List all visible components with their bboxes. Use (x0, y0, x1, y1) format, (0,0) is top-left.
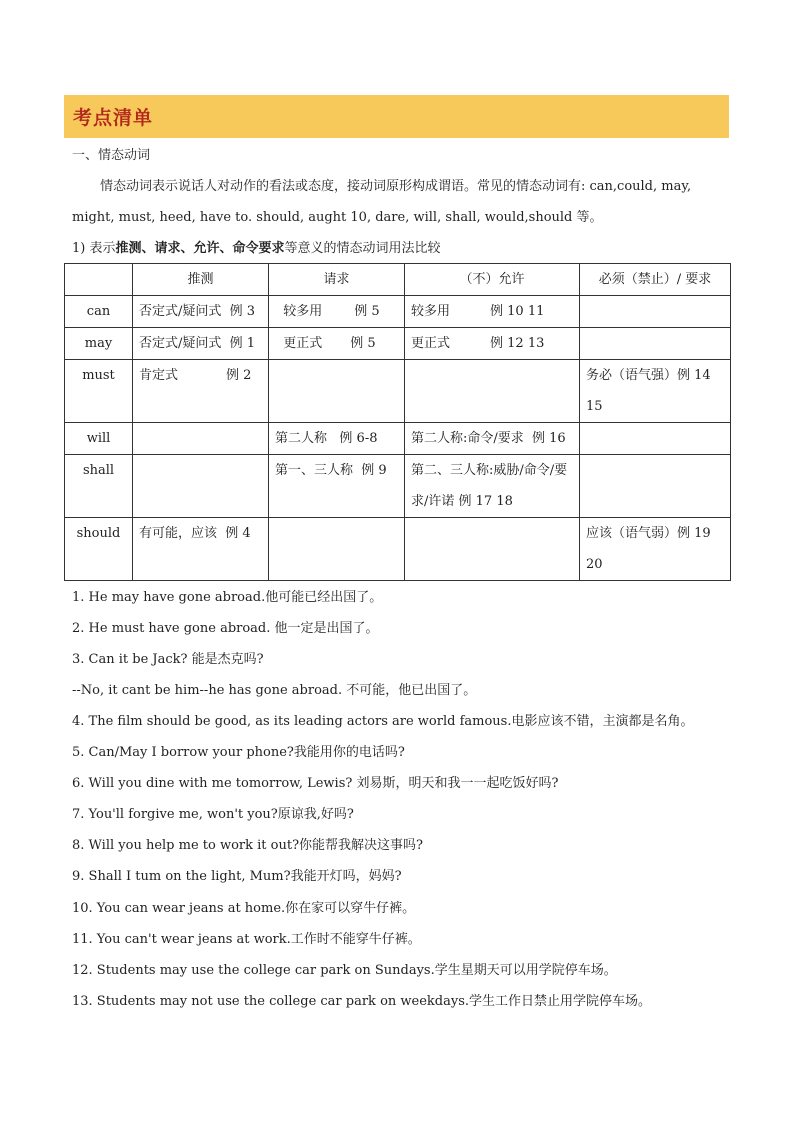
example-line: 12. Students may use the college car park on Sundays.学生星期天可以用学院停车场。 (72, 963, 617, 978)
example-line: 6. Will you dine with me tomorrow, Lewis? 刘易斯，明天和我一一起吃饭好吗? (72, 776, 559, 791)
cell-example: 例 12 13 (490, 336, 545, 351)
cell-example: 例 2 (226, 368, 252, 383)
cell-example: 例 10 11 (490, 304, 545, 319)
table-header-cell: （不）允许 (405, 264, 580, 296)
cell-example: 例 4 (225, 526, 251, 541)
cell-text: 第二、三人称:威胁/命令/要 (411, 463, 568, 478)
table-row (65, 296, 731, 328)
cell-text: 更正式 (411, 336, 451, 351)
sub-heading-prefix: 1) 表示 (72, 241, 116, 256)
cell-text: 较多用 (411, 304, 451, 319)
guess-cell (133, 518, 269, 581)
request-cell (269, 423, 405, 455)
example-line: --No, it cant be him--he has gone abroad. 不可能，他已出国了。 (72, 683, 477, 698)
table-row (65, 328, 731, 360)
cell-text: 较多用 (283, 304, 323, 319)
table-row (65, 455, 731, 518)
permit-cell (405, 360, 580, 423)
request-cell (269, 455, 405, 518)
request-cell (269, 518, 405, 581)
banner-title: 考点清单 (73, 107, 154, 129)
must-cell (580, 296, 731, 328)
sub-heading-suffix: 等意义的情态动词用法比较 (284, 241, 441, 256)
example-line: 3. Can it be Jack? 能是杰克吗? (72, 652, 264, 667)
cell-text: 第一、三人称 (275, 463, 354, 478)
section-heading: 一、情态动词 (72, 148, 151, 163)
request-cell (269, 360, 405, 423)
example-line: 11. You can't wear jeans at work.工作时不能穿牛仔裤。 (72, 932, 421, 947)
must-cell (580, 455, 731, 518)
section-banner (64, 95, 729, 138)
must-cell (580, 360, 731, 423)
table-header-cell: 推测 (133, 264, 269, 296)
guess-cell (133, 296, 269, 328)
example-line: 8. Will you help me to work it out?你能帮我解决这事吗? (72, 838, 424, 853)
cell-example: 20 (586, 557, 603, 572)
permit-cell (405, 296, 580, 328)
cell-text: 否定式/疑问式 (139, 336, 222, 351)
permit-cell (405, 455, 580, 518)
cell-example: 例 16 (532, 431, 566, 446)
cell-example: 例 5 (350, 336, 376, 351)
cell-example: 15 (586, 399, 603, 414)
must-cell (580, 423, 731, 455)
table-header-row (65, 264, 731, 296)
guess-cell (133, 360, 269, 423)
table-row (65, 423, 731, 455)
example-line: 2. He must have gone abroad. 他一定是出国了。 (72, 621, 379, 636)
cell-example: 例 6-8 (339, 431, 378, 446)
table-row (65, 360, 731, 423)
permit-cell (405, 518, 580, 581)
intro-line-2: might, must, heed, have to. should, aught 10, dare, will, shall, would,should 等。 (72, 210, 603, 225)
cell-example: 例 9 (361, 463, 387, 478)
cell-text: 有可能，应该 (139, 526, 218, 541)
verb-cell: can (65, 296, 133, 328)
must-cell (580, 328, 731, 360)
example-line: 4. The film should be good, as its leading actors are world famous.电影应该不错，主演都是名角。 (72, 714, 694, 729)
cell-text: 否定式/疑问式 (139, 304, 222, 319)
cell-text: 应该（语气弱）例 19 (586, 526, 711, 541)
verb-cell: will (65, 423, 133, 455)
intro-line-1: 情态动词表示说话人对动作的看法或态度，接动词原形构成谓语。常见的情态动词有: can,could, may, (100, 179, 692, 194)
must-cell (580, 518, 731, 581)
table-header-cell: 必须（禁止）/ 要求 (580, 264, 731, 296)
permit-cell (405, 423, 580, 455)
cell-text: 第二人称 (275, 431, 328, 446)
example-line: 5. Can/May I borrow your phone?我能用你的电话吗? (72, 745, 405, 760)
table-header-cell: 请求 (269, 264, 405, 296)
verb-cell: shall (65, 455, 133, 518)
cell-example: 例 5 (354, 304, 380, 319)
cell-example: 例 3 (229, 304, 256, 319)
verb-cell: should (65, 518, 133, 581)
cell-text: 更正式 (283, 336, 323, 351)
request-cell (269, 328, 405, 360)
modal-verb-table (64, 263, 731, 581)
guess-cell (133, 455, 269, 518)
example-line: 1. He may have gone abroad.他可能已经出国了。 (72, 590, 383, 605)
example-line: 10. You can wear jeans at home.你在家可以穿牛仔裤。 (72, 901, 416, 916)
example-line: 13. Students may not use the college car park on weekdays.学生工作日禁止用学院停车场。 (72, 994, 652, 1009)
request-cell (269, 296, 405, 328)
cell-example: 例 1 (229, 336, 256, 351)
guess-cell (133, 328, 269, 360)
cell-text: 务必（语气强）例 14 (586, 368, 711, 383)
guess-cell (133, 423, 269, 455)
sub-heading-bold: 推测、请求、允许、命令要求 (115, 241, 285, 256)
table-header-cell (65, 264, 133, 296)
permit-cell (405, 328, 580, 360)
verb-cell: may (65, 328, 133, 360)
cell-text: 肯定式 (139, 368, 179, 383)
example-line: 9. Shall I tum on the light, Mum?我能开灯吗，妈妈? (72, 869, 402, 884)
example-line: 7. You'll forgive me, won't you?原谅我,好吗? (72, 807, 354, 822)
table-row (65, 518, 731, 581)
verb-cell: must (65, 360, 133, 423)
cell-text: 第二人称:命令/要求 (411, 431, 524, 446)
cell-example: 求/许诺 例 17 18 (411, 494, 513, 509)
sub-heading (72, 240, 441, 258)
